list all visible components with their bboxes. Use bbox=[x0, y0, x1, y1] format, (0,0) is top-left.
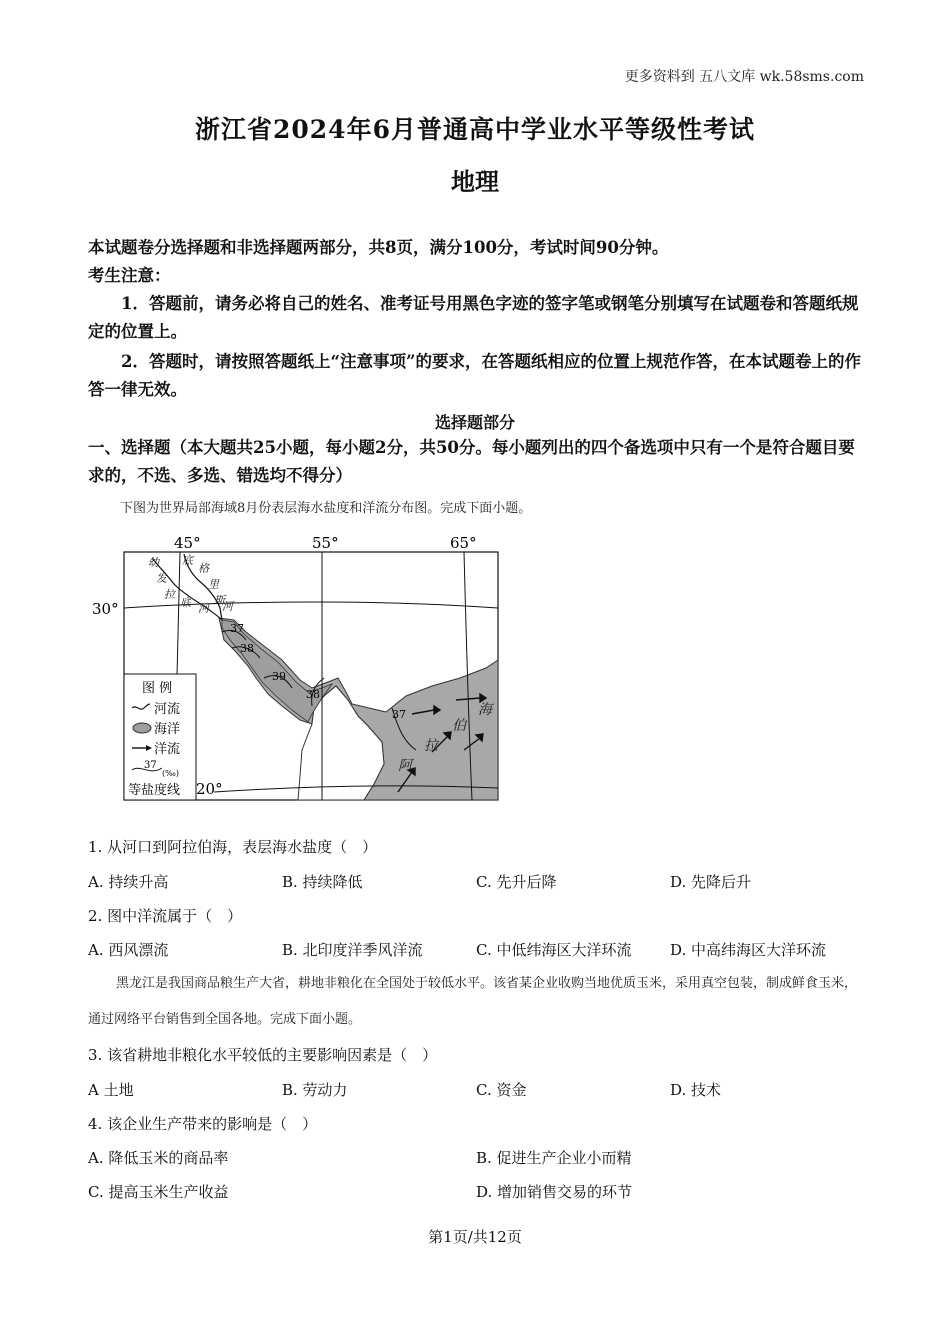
salinity-map bbox=[86, 528, 506, 812]
legend-ocean-icon bbox=[133, 723, 151, 733]
legend-current: 洋流 bbox=[154, 742, 181, 757]
section-heading: 一、选择题（本大题共25小题，每小题2分，共50分。每小题列出的四个备选项中只有一个是符合题目要求的，不选、多选、错选均不得分） bbox=[88, 438, 855, 485]
question-4-stem: 4. 该企业生产带来的影响是（ ） bbox=[88, 1115, 318, 1133]
river-char: 河 bbox=[198, 602, 209, 615]
notice-item-1: 1．答题前，请务必将自己的姓名、准考证号用黑色字迹的签字笔或钢笔分别填写在试题卷和答题纸规定的位置上。 bbox=[88, 294, 859, 341]
lon-label: 45° bbox=[174, 534, 201, 552]
isoline-label: 38 bbox=[240, 642, 254, 655]
lon-label: 65° bbox=[450, 534, 477, 552]
isoline-label: 37 bbox=[392, 708, 406, 721]
question-4-option[interactable]: B. 促进生产企业小而精 bbox=[476, 1149, 632, 1167]
question-3-option[interactable]: B. 劳动力 bbox=[282, 1081, 348, 1099]
river-char: 拉 bbox=[164, 588, 175, 601]
isoline-label: 39 bbox=[272, 670, 286, 683]
question-2-option[interactable]: C. 中低纬海区大洋环流 bbox=[476, 941, 632, 959]
question-3-option[interactable]: A 土地 bbox=[88, 1081, 134, 1099]
question-2-option[interactable]: A. 西风漂流 bbox=[88, 941, 169, 959]
header-source-note: 更多资料到 五八文库 wk.58sms.com bbox=[624, 69, 864, 85]
lat-label: 20° bbox=[196, 780, 223, 798]
part-title: 选择题部分 bbox=[434, 413, 515, 432]
river-char: 格 bbox=[198, 562, 209, 575]
question-3-option[interactable]: C. 资金 bbox=[476, 1081, 527, 1099]
sea-char: 拉 bbox=[424, 738, 438, 754]
legend-title: 图 例 bbox=[142, 681, 173, 696]
question-1-option[interactable]: D. 先降后升 bbox=[670, 873, 752, 891]
river-char: 幼 bbox=[148, 556, 159, 569]
lon-label: 55° bbox=[312, 534, 339, 552]
question-2-option[interactable]: B. 北印度洋季风洋流 bbox=[282, 941, 423, 959]
map-caption: 下图为世界局部海域8月份表层海水盐度和洋流分布图。完成下面小题。 bbox=[120, 501, 532, 516]
question-3-stem: 3. 该省耕地非粮化水平较低的主要影响因素是（ ） bbox=[88, 1046, 438, 1064]
legend-river: 河流 bbox=[154, 702, 181, 717]
exam-title: 浙江省2024年6月普通高中学业水平等级性考试 bbox=[195, 115, 755, 144]
question-1-stem: 1. 从河口到阿拉伯海，表层海水盐度（ ） bbox=[88, 838, 378, 856]
isoline-label: 37 bbox=[230, 622, 244, 635]
passage-heilongjiang: 黑龙江是我国商品粮生产大省，耕地非粮化在全国处于较低水平。该省某企业收购当地优质玉米，采用真空包装，制成鲜食玉米，通过网络平台销售到全国各地。完成下面小题。 bbox=[88, 976, 858, 1027]
exam-subject: 地理 bbox=[451, 167, 499, 196]
river-char: 斯 bbox=[214, 594, 225, 607]
intro-line: 本试题卷分选择题和非选择题两部分，共8页，满分100分，考试时间90分钟。 bbox=[88, 238, 669, 257]
question-2-option[interactable]: D. 中高纬海区大洋环流 bbox=[670, 941, 827, 959]
sea-char: 伯 bbox=[452, 718, 466, 734]
notice-label: 考生注意： bbox=[88, 266, 171, 285]
notice-item-2: 2．答题时，请按照答题纸上“注意事项”的要求，在答题纸相应的位置上规范作答，在本试题卷上的作答一律无效。 bbox=[88, 352, 861, 399]
river-char: 河 bbox=[222, 600, 233, 613]
river-char: 里 bbox=[208, 578, 219, 591]
lat-label: 30° bbox=[92, 600, 119, 618]
map-legend bbox=[124, 674, 196, 800]
river-char: 底 bbox=[180, 596, 191, 609]
sea-char: 海 bbox=[478, 702, 492, 718]
question-4-option[interactable]: A. 降低玉米的商品率 bbox=[88, 1149, 229, 1167]
legend-isoline-value: 37 bbox=[144, 760, 157, 771]
question-4-option[interactable]: C. 提高玉米生产收益 bbox=[88, 1183, 229, 1201]
legend-isoline-unit: (‰) bbox=[162, 769, 179, 778]
question-1-option[interactable]: C. 先升后降 bbox=[476, 873, 557, 891]
question-2-stem: 2. 图中洋流属于（ ） bbox=[88, 907, 243, 925]
legend-ocean: 海洋 bbox=[154, 722, 181, 737]
page-number: 第1页/共12页 bbox=[428, 1228, 522, 1246]
legend-isoline: 等盐度线 bbox=[128, 783, 181, 798]
sea-char: 阿 bbox=[398, 758, 412, 774]
question-3-option[interactable]: D. 技术 bbox=[670, 1081, 722, 1099]
question-1-option[interactable]: A. 持续升高 bbox=[88, 873, 169, 891]
question-4-option[interactable]: D. 增加销售交易的环节 bbox=[476, 1183, 633, 1201]
river-char: 底 bbox=[182, 554, 193, 567]
isoline-label: 38 bbox=[306, 688, 320, 701]
river-char: 发 bbox=[156, 572, 167, 585]
question-1-option[interactable]: B. 持续降低 bbox=[282, 873, 363, 891]
